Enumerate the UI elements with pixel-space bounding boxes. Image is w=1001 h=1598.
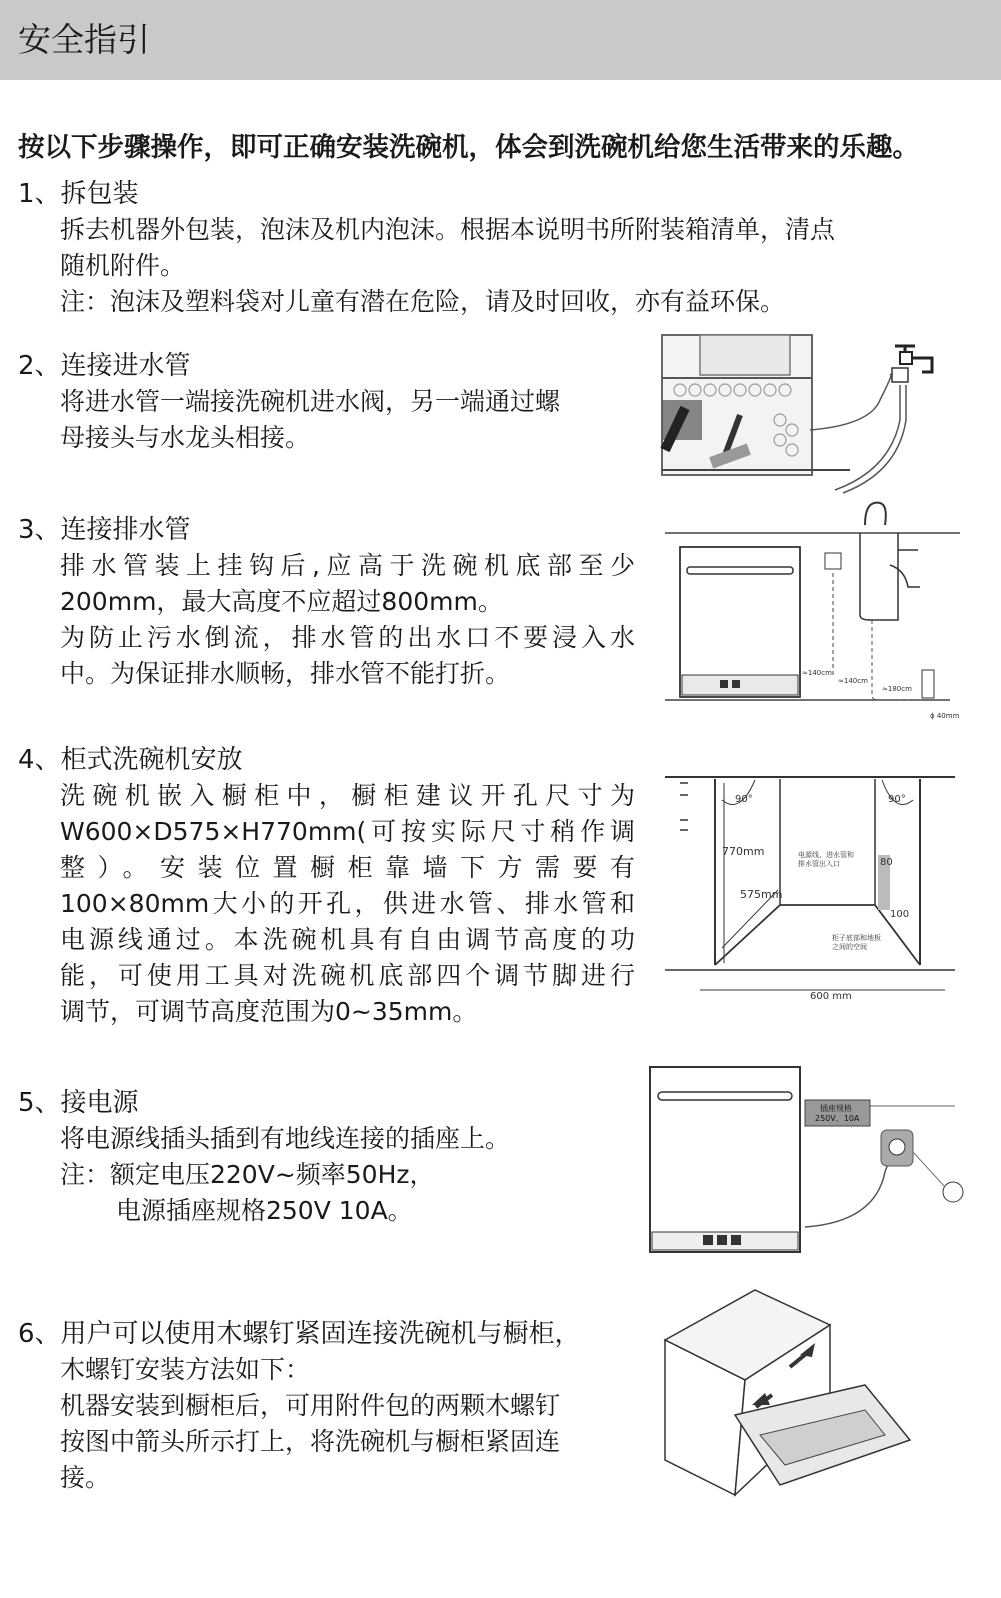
section-2-body — [60, 384, 650, 456]
body-line: 按图中箭头所示打上，将洗碗机与橱柜紧固连 — [60, 1427, 561, 1456]
section-4-title: 4、柜式洗碗机安放 — [18, 745, 243, 775]
section-6-title: 6、用户可以使用木螺钉紧固连接洗碗机与橱柜， — [18, 1319, 581, 1349]
body-line: 注：额定电压220V~频率50Hz， — [60, 1160, 435, 1189]
section-6-body — [60, 1352, 650, 1496]
body-line: 为防止污水倒流，排水管的出水口不要浸入水 — [60, 623, 635, 652]
note-label: 柜子底部和地板 — [832, 934, 881, 942]
body-line: 调节，可调节高度范围为0~35mm。 — [60, 997, 478, 1026]
cabinet-illustration — [660, 765, 960, 1015]
body-line: 将电源线插头插到有地线连接的插座上。 — [60, 1124, 511, 1153]
dim-label: 575mm — [740, 888, 783, 901]
dim-label: ϕ 40mm — [930, 712, 960, 720]
socket-spec-label: 插座规格 — [820, 1104, 852, 1113]
socket-spec-label: 250V、10A — [815, 1114, 860, 1123]
dim-label: ≈140cm — [802, 669, 832, 677]
section-5-body — [60, 1121, 650, 1229]
section-5-title: 5、接电源 — [18, 1088, 139, 1118]
body-line: 木螺钉安装方法如下： — [60, 1355, 311, 1384]
body-line: 母接头与水龙头相接。 — [60, 423, 311, 452]
page-title: 安全指引 — [18, 20, 150, 59]
body-line: 机器安装到橱柜后，可用附件包的两颗木螺钉 — [60, 1391, 561, 1420]
dim-label: 770mm — [722, 845, 765, 858]
dim-label: 600 mm — [810, 991, 852, 1002]
section-3-title: 3、连接排水管 — [18, 515, 191, 545]
body-line: 注：泡沫及塑料袋对儿童有潜在危险，请及时回收，亦有益环保。 — [60, 287, 786, 316]
body-line: 电源插座规格250V 10A。 — [116, 1196, 413, 1225]
section-3-body — [60, 548, 635, 692]
body-line: 随机附件。 — [60, 251, 186, 280]
angle-label: 90° — [735, 794, 753, 805]
body-line: 整）。安装位置橱柜靠墙下方需要有 — [60, 853, 635, 882]
note-label: 排水管出入口 — [798, 860, 840, 868]
body-line: 能，可使用工具对洗碗机底部四个调节脚进行 — [60, 961, 635, 990]
inlet-hose-illustration — [660, 330, 980, 505]
section-2-title: 2、连接进水管 — [18, 351, 191, 381]
section-1-title: 1、拆包装 — [18, 179, 139, 209]
screw-illustration — [660, 1285, 920, 1500]
section-1-body — [60, 212, 960, 320]
section-header — [0, 0, 1001, 80]
dim-label: ≈180cm — [882, 685, 912, 693]
drain-hose-illustration — [660, 495, 965, 725]
power-illustration — [645, 1062, 970, 1262]
dim-label: 80 — [880, 857, 893, 868]
body-line: 接。 — [60, 1463, 111, 1492]
body-line: 电源线通过。本洗碗机具有自由调节高度的功 — [60, 925, 635, 954]
dim-label: 100 — [890, 909, 910, 920]
body-line: 100×80mm大小的开孔，供进水管、排水管和 — [60, 889, 635, 918]
dim-label: ≈140cm — [838, 677, 868, 685]
body-line: 排水管装上挂钩后,应高于洗碗机底部至少 — [60, 551, 635, 580]
intro-text: 按以下步骤操作，即可正确安装洗碗机，体会到洗碗机给您生活带来的乐趣。 — [18, 132, 919, 163]
body-line: 拆去机器外包装，泡沫及机内泡沫。根据本说明书所附装箱清单，清点 — [60, 215, 836, 244]
body-line: 将进水管一端接洗碗机进水阀，另一端通过螺 — [60, 387, 561, 416]
body-line: 洗碗机嵌入橱柜中，橱柜建议开孔尺寸为 — [60, 781, 635, 810]
body-line: W600×D575×H770mm(可按实际尺寸稍作调 — [60, 817, 635, 846]
body-line: 中。为保证排水顺畅，排水管不能打折。 — [60, 659, 511, 688]
body-line: 200mm，最大高度不应超过800mm。 — [60, 587, 503, 616]
section-4-body — [60, 778, 635, 1030]
angle-label: 90° — [888, 794, 906, 805]
note-label: 之间的空间 — [832, 943, 867, 951]
note-label: 电源线、进水管和 — [798, 851, 854, 859]
